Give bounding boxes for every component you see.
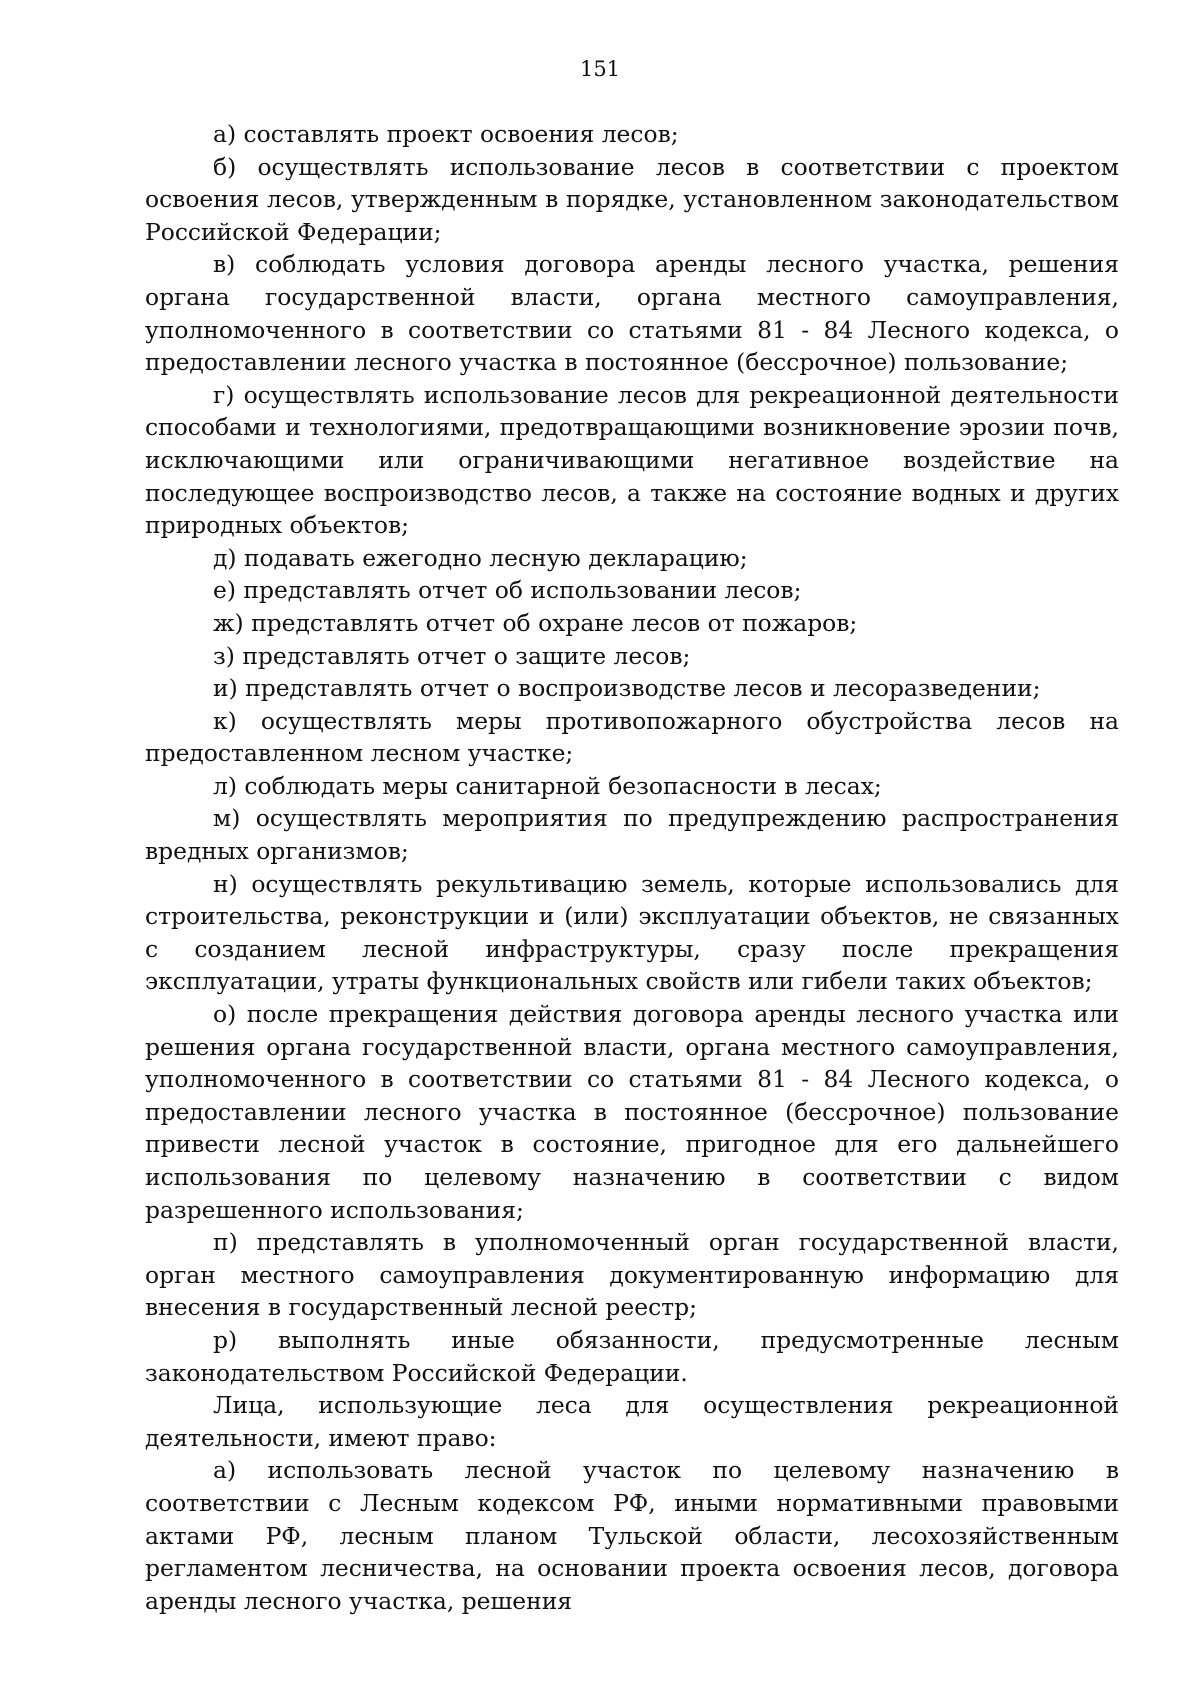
paragraph-k-fire-prevention: к) осуществлять меры противопожарного обустройства лесов на предоставленном лесном участке; <box>145 706 1119 768</box>
page-number: 151 <box>579 57 621 81</box>
paragraph-i-reproduction-report: и) представлять отчет о воспроизводстве лесов и лесоразведении; <box>213 674 1041 703</box>
paragraph-rights-a-use: а) использовать лесной участок по целевому назначению в соответствии с Лесным кодексом РФ, иными нормативными правовыми актами РФ, лесным планом Тульской области, лесохозяйственным регламентом лесничества, на основании проекта освоения лесов, договора аренды лесного участка, решения <box>145 1456 1119 1615</box>
paragraph-r-other-duties: р) выполнять иные обязанности, предусмотренные лесным законодательством Российской Федерации. <box>145 1325 1119 1387</box>
paragraph-o-restoration: о) после прекращения действия договора аренды лесного участка или решения органа государственной власти, органа местного самоуправления, уполномоченного в соответствии со статьями 81 - 84 Лесного кодекса, о предоставлении лесного участка в постоянное (бессрочное) пользование привести лесной участок в состояние, пригодное для его дальнейшего использования по целевому назначению в соответствии с видом разрешенного использования; <box>145 1000 1119 1224</box>
paragraph-l-sanitary: л) соблюдать меры санитарной безопасности в лесах; <box>213 771 882 800</box>
paragraph-b-use: б) осуществлять использование лесов в соответствии с проектом освоения лесов, утвержденным в порядке, установленном законодательством Российской Федерации; <box>145 152 1119 246</box>
paragraph-v-lease-conditions: в) соблюдать условия договора аренды лесного участка, решения органа государственной власти, органа местного самоуправления, уполномоченного в соответствии со статьями 81 - 84 Лесного кодекса, о предоставлении лесного участка в постоянное (бессрочное) пользование; <box>145 250 1119 377</box>
paragraph-zh-fire-report: ж) представлять отчет об охране лесов от пожаров; <box>213 608 858 637</box>
paragraph-d-declaration: д) подавать ежегодно лесную декларацию; <box>213 543 748 572</box>
paragraph-z-protection-report: з) представлять отчет о защите лесов; <box>213 641 691 670</box>
paragraph-a-project: а) составлять проект освоения лесов; <box>213 120 679 148</box>
paragraph-rights-intro: Лица, использующие леса для осуществления рекреационной деятельности, имеют право: <box>145 1391 1119 1452</box>
paragraph-g-recreation-methods: г) осуществлять использование лесов для рекреационной деятельности способами и технологиями, предотвращающими возникновение эрозии почв, исключающими или ограничивающими негативное воздействие на последующее воспроизводство лесов, а также на состояние водных и других природных объектов; <box>145 380 1119 540</box>
paragraph-p-registry-info: п) представлять в уполномоченный орган государственной власти, орган местного самоуправления документированную информацию для внесения в государственный лесной реестр; <box>145 1228 1119 1322</box>
paragraph-m-pests: м) осуществлять мероприятия по предупреждению распространения вредных организмов; <box>145 804 1119 866</box>
document-body <box>145 118 1119 1617</box>
paragraph-n-recultivation: н) осуществлять рекультивацию земель, которые использовались для строительства, реконструкции и (или) эксплуатации объектов, не связанных с созданием лесной инфраструктуры, сразу после прекращения эксплуатации, утраты функциональных свойств или гибели таких объектов; <box>145 869 1119 996</box>
paragraph-e-usage-report: е) представлять отчет об использовании лесов; <box>213 576 802 605</box>
